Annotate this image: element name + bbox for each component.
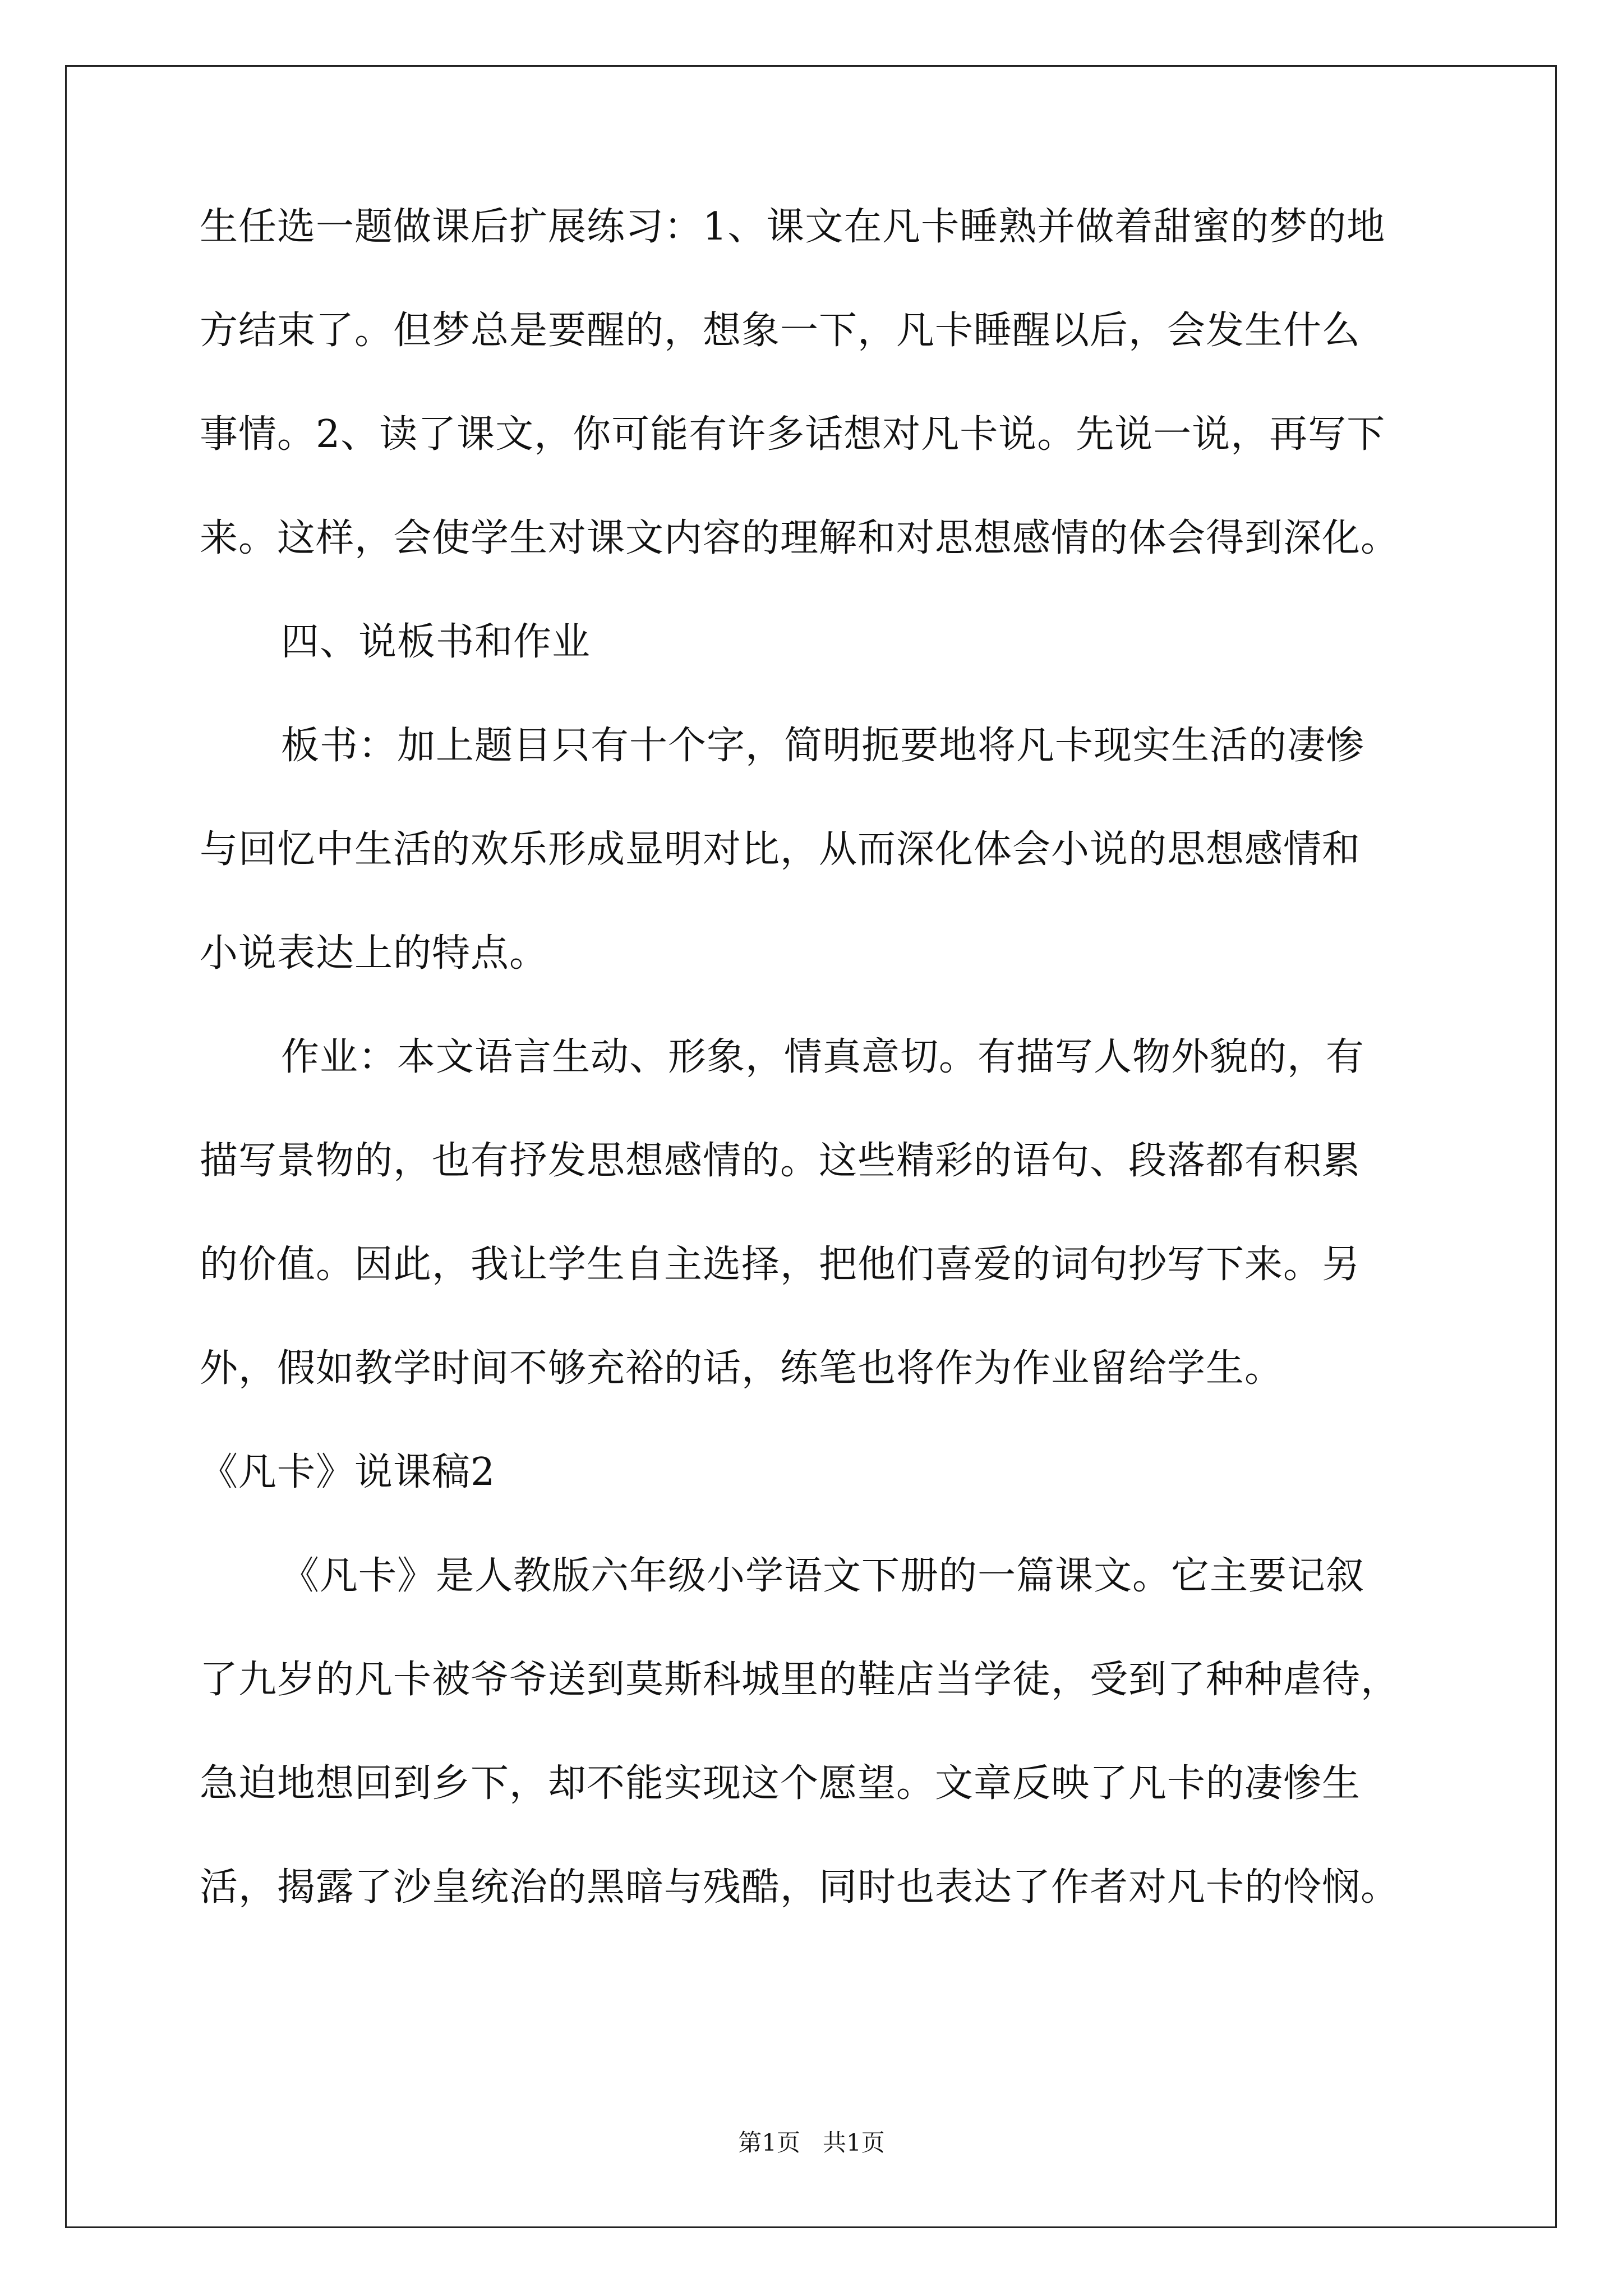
text-line: 《凡卡》是人教版六年级小学语文下册的一篇课文。它主要记叙 [281, 1554, 1365, 1598]
text-line: 了九岁的凡卡被爷爷送到莫斯科城里的鞋店当学徒，受到了种种虐待， [200, 1658, 1400, 1702]
text-line: 急迫地想回到乡下，却不能实现这个愿望。文章反映了凡卡的凄惨生 [200, 1761, 1361, 1806]
text-line: 板书：加上题目只有十个字，简明扼要地将凡卡现实生活的凄惨 [281, 724, 1365, 768]
text-line: 方结束了。但梦总是要醒的，想象一下，凡卡睡醒以后，会发生什么 [200, 309, 1361, 353]
text-line: 外，假如教学时间不够充裕的话，练笔也将作为作业留给学生。 [200, 1346, 1284, 1391]
text-line: 事情。2、读了课文，你可能有许多话想对凡卡说。先说一说，再写下 [200, 412, 1386, 457]
text-line: 描写景物的，也有抒发思想感情的。这些精彩的语句、段落都有积累 [200, 1139, 1361, 1183]
text-line: 的价值。因此，我让学生自主选择，把他们喜爱的词句抄写下来。另 [200, 1243, 1361, 1287]
text-line: 小说表达上的特点。 [200, 931, 548, 976]
text-line: 与回忆中生活的欢乐形成显明对比，从而深化体会小说的思想感情和 [200, 827, 1361, 872]
text-line: 作业：本文语言生动、形象，情真意切。有描写人物外貌的，有 [281, 1035, 1365, 1079]
section-heading: 四、说板书和作业 [281, 620, 591, 664]
text-line: 活，揭露了沙皇统治的黑暗与残酷，同时也表达了作者对凡卡的怜悯。 [200, 1865, 1400, 1910]
page-number: 第1页 共1页 [738, 2129, 885, 2156]
document-title: 《凡卡》说课稿2 [200, 1450, 496, 1494]
text-line: 生任选一题做课后扩展练习：1、课文在凡卡睡熟并做着甜蜜的梦的地 [200, 205, 1386, 249]
text-line: 来。这样，会使学生对课文内容的理解和对思想感情的体会得到深化。 [200, 516, 1400, 560]
